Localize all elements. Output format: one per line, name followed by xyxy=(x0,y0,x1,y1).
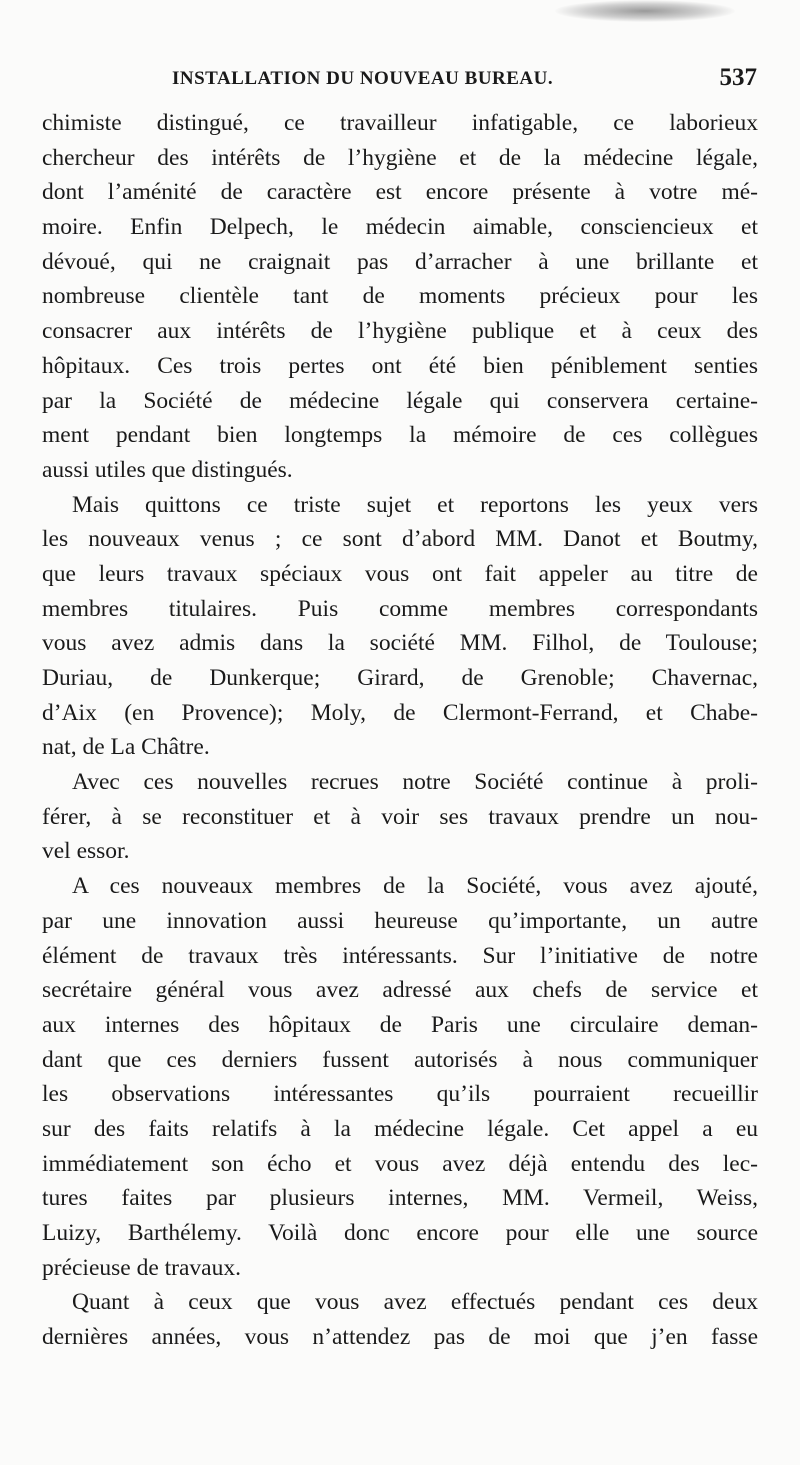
text-line: nat, de La Châtre. xyxy=(42,734,210,761)
text-line: Avec ces nouvelles recrues notre Société continue à proli- xyxy=(72,769,758,796)
text-line: nombreuse clientèle tant de moments précieux pour les xyxy=(42,283,758,310)
text-line: Luizy, Barthélemy. Voilà donc encore pour elle une source xyxy=(42,1220,758,1246)
text-line: moire. Enfin Delpech, le médecin aimable, consciencieux et xyxy=(42,214,758,241)
text-line: chimiste distingué, ce travailleur infatigable, ce laborieux xyxy=(42,110,758,136)
text-line: secrétaire général vous avez adressé aux chefs de service et xyxy=(42,977,758,1004)
text-line: aux internes des hôpitaux de Paris une circulaire deman- xyxy=(42,1011,758,1038)
text-line: vous avez admis dans la société MM. Filhol, de Toulouse; xyxy=(42,630,758,657)
text-line: dont l’aménité de caractère est encore présente à votre mé- xyxy=(42,179,758,206)
text-line: hôpitaux. Ces trois pertes ont été bien péniblement senties xyxy=(42,352,758,379)
text-line: précieuse de travaux. xyxy=(42,1254,241,1281)
text-line: d’Aix (en Provence); Moly, de Clermont-Ferrand, et Chabe- xyxy=(42,699,758,726)
text-line: les observations intéressantes qu’ils pourraient recueillir xyxy=(42,1081,758,1108)
text-line: férer, à se reconstituer et à voir ses travaux prendre un nou- xyxy=(42,803,758,830)
text-line: par la Société de médecine légale qui conservera certaine- xyxy=(42,387,758,414)
text-line: vel essor. xyxy=(42,838,130,865)
text-line: élément de travaux très intéressants. Sur l’initiative de notre xyxy=(42,942,758,969)
text-line: chercheur des intérêts de l’hygiène et de la médecine légale, xyxy=(42,144,758,171)
ink-smudge xyxy=(555,0,735,22)
text-line: ment pendant bien longtemps la mémoire de ces collègues xyxy=(42,422,758,449)
text-line: Duriau, de Dunkerque; Girard, de Grenoble; Chavernac, xyxy=(42,665,758,691)
paragraph xyxy=(42,1285,758,1354)
text-line: dernières années, vous n’attendez pas de moi que j’en fasse xyxy=(42,1324,758,1351)
text-line: dant que ces derniers fussent autorisés à nous communiquer xyxy=(42,1046,758,1073)
text-line: par une innovation aussi heureuse qu’importante, un autre xyxy=(42,907,758,934)
text-line: immédiatement son écho et vous avez déjà entendu des lec- xyxy=(42,1150,758,1177)
text-line: Quant à ceux que vous avez effectués pendant ces deux xyxy=(72,1289,758,1316)
text-line: Mais quittons ce triste sujet et reportons les yeux vers xyxy=(72,491,758,518)
paragraph xyxy=(42,488,758,766)
page-header xyxy=(42,66,757,96)
paragraph xyxy=(42,106,758,488)
text-line: les nouveaux venus ; ce sont d’abord MM. Danot et Boutmy, xyxy=(42,526,758,553)
paragraph xyxy=(42,765,758,869)
body-text xyxy=(42,106,758,1355)
text-line: aussi utiles que distingués. xyxy=(42,456,293,483)
text-line: consacrer aux intérêts de l’hygiène publique et à ceux des xyxy=(42,318,758,345)
paragraph xyxy=(42,869,758,1285)
text-line: que leurs travaux spéciaux vous ont fait appeler au titre de xyxy=(42,560,758,587)
text-line: sur des faits relatifs à la médecine légale. Cet appel a eu xyxy=(42,1115,758,1142)
text-line: membres titulaires. Puis comme membres correspondants xyxy=(42,595,758,622)
text-line: tures faites par plusieurs internes, MM. Vermeil, Weiss, xyxy=(42,1185,758,1212)
text-line: A ces nouveaux membres de la Société, vous avez ajouté, xyxy=(72,873,758,900)
page-number: 537 xyxy=(719,64,757,91)
text-line: dévoué, qui ne craignait pas d’arracher à une brillante et xyxy=(42,248,758,275)
running-title: INSTALLATION DU NOUVEAU BUREAU. xyxy=(172,68,554,89)
